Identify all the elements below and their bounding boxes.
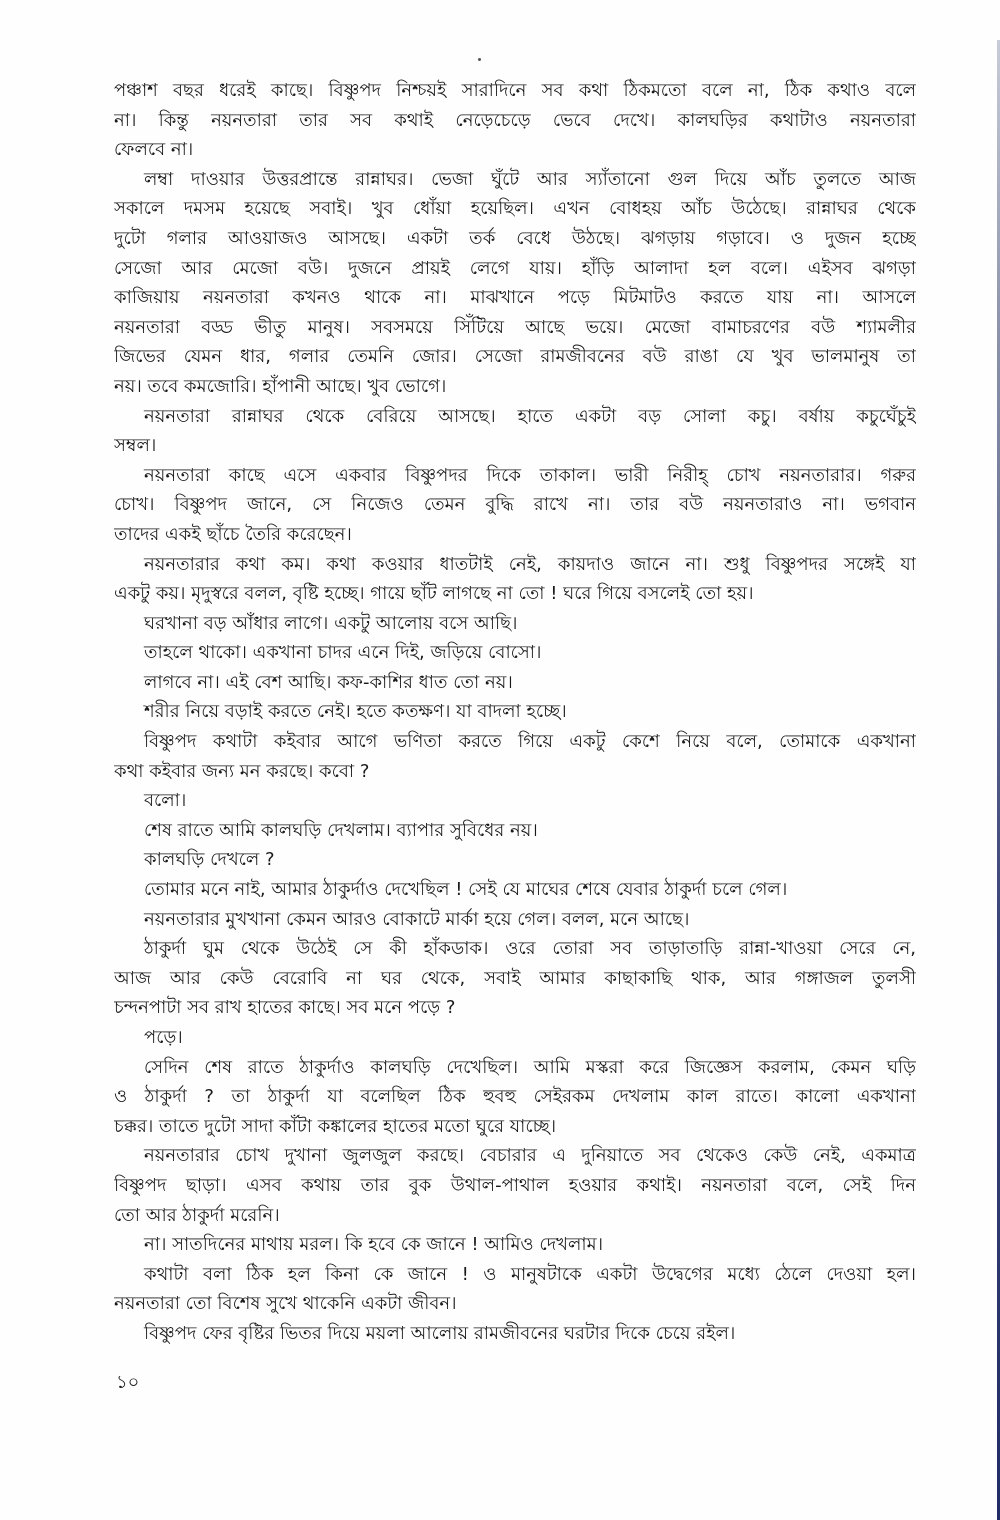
text-line: আজ আর কেউ বেরোবি না ঘর থেকে, সবাই আমার কাছাকাছি থাক, আর গঙ্গাজল তুলসী xyxy=(114,967,916,989)
text-line: না। সাতদিনের মাথায় মরল। কি হবে কে জানে ! আমিও দেখলাম। xyxy=(144,1234,604,1256)
paragraph xyxy=(114,697,916,727)
paragraph xyxy=(114,934,916,1023)
text-line: নয়নতারার মুখখানা কেমন আরও বোকাটে মার্কা হয়ে গেল। বলল, মনে আছে। xyxy=(144,908,690,930)
text-line: নয়। তবে কমজোরি। হাঁপানী আছে। খুব ভোগে। xyxy=(114,375,447,397)
text-line: নয়নতারা রান্নাঘর থেকে বেরিয়ে আসছে। হাতে একটা বড় সোলা কচু। বর্ষায় কচুঘেঁচুই xyxy=(144,405,916,427)
text-line: সেজো আর মেজো বউ। দুজনে প্রায়ই লেগে যায়। হাঁড়ি আলাদা হল বলে। এইসব ঝগড়া xyxy=(114,257,916,279)
text-line: চক্কর। তাতে দুটো সাদা কাঁটা কঙ্কালের হাতের মতো ঘুরে যাচ্ছে। xyxy=(114,1115,557,1137)
text-line: নয়নতারার কথা কম। কথা কওয়ার ধাতটাই নেই, কায়দাও জানে না। শুধু বিষ্ণুপদর সঙ্গেই যা xyxy=(144,553,916,575)
text-line: ঘরখানা বড় আঁধার লাগে। একটু আলোয় বসে আছি। xyxy=(144,612,518,634)
text-line: কালঘড়ি দেখলে ? xyxy=(144,849,275,871)
text-line: সেদিন শেষ রাতে ঠাকুর্দাও কালঘড়ি দেখেছিল। আমি মস্করা করে জিজ্ঞেস করলাম, কেমন ঘড়ি xyxy=(144,1056,916,1078)
text-line: বলো। xyxy=(144,790,187,812)
paragraph xyxy=(114,845,916,875)
paragraph xyxy=(114,875,916,905)
scan-speck xyxy=(478,58,481,61)
page-number: ১০ xyxy=(116,1372,140,1393)
paragraph xyxy=(114,461,916,550)
paragraph xyxy=(114,1260,916,1319)
paragraph xyxy=(114,1141,916,1230)
text-line: লম্বা দাওয়ার উত্তরপ্রান্তে রান্নাঘর। ভেজা ঘুঁটে আর স্যাঁতানো গুল দিয়ে আঁচ তুলতে আজ xyxy=(144,168,916,190)
paragraph xyxy=(114,550,916,609)
text-line: নয়নতারা তো বিশেষ সুখে থাকেনি একটা জীবন। xyxy=(114,1293,457,1315)
paragraph xyxy=(114,76,916,165)
text-line: শরীর নিয়ে বড়াই করতে নেই। হতে কতক্ষণ। যা বাদলা হচ্ছে। xyxy=(144,701,567,723)
paragraph xyxy=(114,1230,916,1260)
text-line: একটু কয়। মৃদুস্বরে বলল, বৃষ্টি হচ্ছে। গায়ে ছাঁট লাগছে না তো ! ঘরে গিয়ে বসলেই তো হয়। xyxy=(114,583,754,605)
text-line: লাগবে না। এই বেশ আছি। কফ-কাশির ধাত তো নয়। xyxy=(144,671,513,693)
body-text xyxy=(114,76,916,1349)
text-line: পড়ে। xyxy=(144,1027,183,1048)
text-line: না। কিন্তু নয়নতারা তার সব কথাই নেড়েচেড়ে ভেবে দেখে। কালঘড়ির কথাটাও নয়নতারা xyxy=(114,109,916,131)
paragraph xyxy=(114,638,916,668)
text-line: তাহলে থাকো। একখানা চাদর এনে দিই, জড়িয়ে বোসো। xyxy=(144,642,542,664)
paragraph xyxy=(114,816,916,846)
text-line: কথাটা বলা ঠিক হল কিনা কে জানে ! ও মানুষটাকে একটা উদ্বেগের মধ্যে ঠেলে দেওয়া হল। xyxy=(144,1263,916,1285)
text-line: নয়নতারা কাছে এসে একবার বিষ্ণুপদর দিকে তাকাল। ভারী নিরীহ্ চোখ নয়নতারার। গরুর xyxy=(144,464,916,486)
paragraph xyxy=(114,786,916,816)
paragraph xyxy=(114,668,916,698)
text-line: ফেলবে না। xyxy=(114,139,194,161)
text-line: বিষ্ণুপদ ছাড়া। এসব কথায় তার বুক উথাল-পাথাল হওয়ার কথাই। নয়নতারা বলে, সেই দিন xyxy=(114,1174,916,1196)
paragraph xyxy=(114,727,916,786)
text-line: সকালে দমসম হয়েছে সবাই। খুব ধোঁয়া হয়েছিল। এখন বোধহয় আঁচ উঠেছে। রান্নাঘর থেকে xyxy=(114,198,916,220)
text-line: চন্দনপাটা সব রাখ হাতের কাছে। সব মনে পড়ে ? xyxy=(114,997,456,1019)
text-line: পঞ্চাশ বছর ধরেই কাছে। বিষ্ণুপদ নিশ্চয়ই সারাদিনে সব কথা ঠিকমতো বলে না, ঠিক কথাও বলে xyxy=(114,80,916,101)
text-line: ঠাকুর্দা ঘুম থেকে উঠেই সে কী হাঁকডাক। ওরে তোরা সব তাড়াতাড়ি রান্না-খাওয়া সেরে নে, xyxy=(144,938,916,960)
paragraph xyxy=(114,1319,916,1349)
paragraph xyxy=(114,1023,916,1053)
paragraph xyxy=(114,905,916,935)
text-line: কথা কইবার জন্য মন করছে। কবো ? xyxy=(114,760,370,782)
text-line: সম্বল। xyxy=(114,435,157,457)
text-line: নয়নতারা বড্ড ভীতু মানুষ। সবসময়ে সিঁটিয়ে আছে ভয়ে। মেজো বামাচরণের বউ শ্যামলীর xyxy=(114,316,916,338)
text-line: বিষ্ণুপদ ফের বৃষ্টির ভিতর দিয়ে ময়লা আলোয় রামজীবনের ঘরটার দিকে চেয়ে রইল। xyxy=(144,1322,736,1344)
text-line: দুটো গলার আওয়াজও আসছে। একটা তর্ক বেধে উঠছে। ঝগড়ায় গড়াবে। ও দুজন হচ্ছে xyxy=(114,227,916,249)
text-line: বিষ্ণুপদ কথাটা কইবার আগে ভণিতা করতে গিয়ে একটু কেশে নিয়ে বলে, তোমাকে একখানা xyxy=(144,731,916,753)
text-line: কাজিয়ায় নয়নতারা কখনও থাকে না। মাঝখানে পড়ে মিটমাটও করতে যায় না। আসলে xyxy=(114,287,916,309)
text-line: জিভের যেমন ধার, গলার তেমনি জোর। সেজো রামজীবনের বউ রাঙা যে খুব ভালমানুষ তা xyxy=(114,346,916,368)
text-line: শেষ রাতে আমি কালঘড়ি দেখলাম। ব্যাপার সুবিধের নয়। xyxy=(144,819,538,841)
text-line: নয়নতারার চোখ দুখানা জুলজুল করছে। বেচারার এ দুনিয়াতে সব থেকেও কেউ নেই, একমাত্র xyxy=(144,1145,916,1167)
paragraph xyxy=(114,1053,916,1142)
paragraph xyxy=(114,609,916,639)
text-line: তোমার মনে নাই, আমার ঠাকুর্দাও দেখেছিল ! সেই যে মাঘের শেষে যেবার ঠাকুর্দা চলে গেল। xyxy=(144,879,788,901)
text-line: চোখ। বিষ্ণুপদ জানে, সে নিজেও তেমন বুদ্ধি রাখে না। তার বউ নয়নতারাও না। ভগবান xyxy=(114,494,916,516)
text-line: ও ঠাকুর্দা ? তা ঠাকুর্দা যা বলেছিল ঠিক হুবহু সেইরকম দেখলাম কাল রাতে। কালো একখানা xyxy=(114,1086,916,1108)
text-line: তো আর ঠাকুর্দা মরেনি। xyxy=(114,1204,280,1226)
paragraph xyxy=(114,402,916,461)
text-line: তাদের একই ছাঁচে তৈরি করেছেন। xyxy=(114,523,352,545)
paragraph xyxy=(114,165,916,402)
